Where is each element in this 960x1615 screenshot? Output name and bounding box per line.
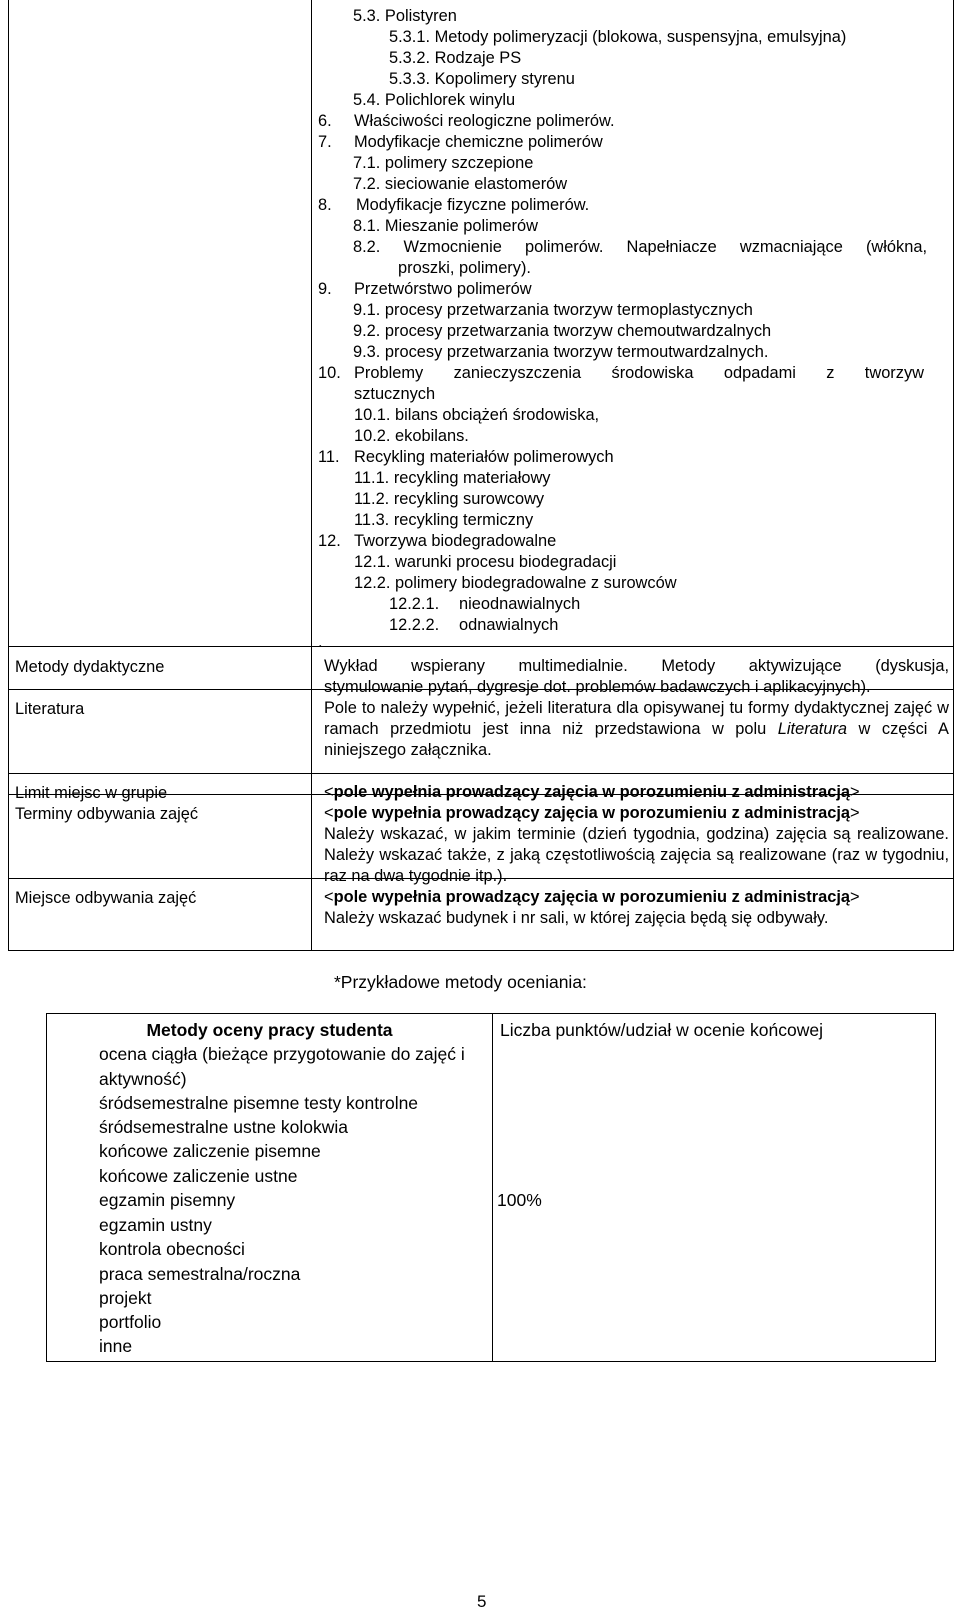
- outline-item: 8. Modyfikacje fizyczne polimerów.: [318, 196, 590, 214]
- terminy-content: <pole wypełnia prowadzący zajęcia w porozumieniu z administracją> Należy wskazać, w jakim terminie (dzień tygodnia, godzina) zajęcia są realizowane. Należy wskazać także, z jaką częstotliwością zajęcia są realizowane (raz w tygodniu, raz na dwa tygodnie itp.).: [324, 804, 949, 885]
- admin-placeholder: pole wypełnia prowadzący zajęcia w porozumieniu z administracją: [333, 783, 851, 801]
- table-row: śródsemestralne ustne kolokwia: [99, 1117, 349, 1137]
- outline-item: proszki, polimery).: [398, 259, 531, 277]
- outline-item: 9.2. procesy przetwarzania tworzyw chemoutwardzalnych: [353, 322, 772, 340]
- page-number: 5: [477, 1592, 487, 1611]
- limit-content: <pole wypełnia prowadzący zajęcia w porozumieniu z administracją>: [324, 783, 860, 801]
- outline-item: 9.3. procesy przetwarzania tworzyw termoutwardzalnych.: [353, 343, 769, 361]
- row-label-limit: Limit miejsc w grupie: [15, 784, 168, 802]
- literatura-italic: Literatura: [777, 720, 848, 738]
- table-row: śródsemestralne pisemne testy kontrolne: [99, 1093, 419, 1113]
- column-divider: [492, 1014, 493, 1361]
- outline-item: 12. Tworzywa biodegradowalne: [318, 532, 557, 550]
- table-cell-value: 100%: [497, 1190, 542, 1210]
- outline-item: 6. Właściwości reologiczne polimerów.: [318, 112, 615, 130]
- outline-item: 12.2.2. odnawialnych: [389, 616, 559, 634]
- table-row: inne: [99, 1336, 133, 1356]
- outline-item: 7.2. sieciowanie elastomerów: [353, 175, 568, 193]
- assessment-heading: *Przykładowe metody oceniania:: [334, 972, 587, 992]
- terminy-text: Należy wskazać, w jakim terminie (dzień tygodnia, godzina) zajęcia są realizowane. Należy wskazać także, z jaką częstotliwością zajęcia są realizowane (raz w tygodniu, raz na dwa tygodnie itp.).: [324, 825, 949, 885]
- outline-item: 7.1. polimery szczepione: [353, 154, 534, 172]
- outline-item: 5.3. Polistyren: [353, 7, 457, 25]
- row-divider: [9, 646, 953, 647]
- row-label-literatura: Literatura: [15, 700, 85, 718]
- outline-item: 7. Modyfikacje chemiczne polimerów: [318, 133, 603, 151]
- outline-item: 8.2. Wzmocnienie polimerów. Napełniacze wzmacniające (włókna,: [353, 238, 927, 256]
- outline-item: 9. Przetwórstwo polimerów: [318, 280, 532, 298]
- miejsce-content: <pole wypełnia prowadzący zajęcia w porozumieniu z administracją> Należy wskazać budynek i nr sali, w której zajęcia będą się odbywały.: [324, 887, 949, 929]
- column-divider: [311, 0, 312, 950]
- table-row: praca semestralna/roczna: [99, 1264, 301, 1284]
- outline-item: 12.2.1. nieodnawialnych: [389, 595, 581, 613]
- table-row: końcowe zaliczenie ustne: [99, 1166, 298, 1186]
- metody-text-line: stymulowanie pytań, dygresje dot. problemów badawczych i aplikacyjnych).: [324, 678, 871, 696]
- literatura-content: [324, 698, 949, 761]
- row-label-metody: Metody dydaktyczne: [15, 658, 165, 676]
- outline-item: sztucznych: [354, 385, 436, 403]
- outline-item: 11.3. recykling termiczny: [354, 511, 534, 529]
- metody-text-line: Wykład wspierany multimedialnie. Metody aktywizujące (dyskusja,: [324, 657, 949, 675]
- outline-item: 9.1. procesy przetwarzania tworzyw termoplastycznych: [353, 301, 753, 319]
- table-row: egzamin pisemny: [99, 1190, 236, 1210]
- assessment-col-header-method: Metody oceny pracy studenta: [146, 1020, 393, 1040]
- outline-item: 10.2. ekobilans.: [354, 427, 469, 445]
- assessment-col-header-points: Liczba punktów/udział w ocenie końcowej: [500, 1020, 823, 1040]
- outline-item: 11.1. recykling materiałowy: [354, 469, 551, 487]
- miejsce-text: Należy wskazać budynek i nr sali, w której zajęcia będą się odbywały.: [324, 909, 829, 927]
- assessment-table: [46, 1013, 936, 1362]
- outline-item: 10.1. bilans obciążeń środowiska,: [354, 406, 600, 424]
- outline-item: 5.4. Polichlorek winylu: [353, 91, 516, 109]
- literatura-text: Pole to należy wypełnić, jeżeli literatura dla opisywanej tu formy dydaktycznej zajęć w ramach przedmiotu jest inna niż przedstawiona w polu: [324, 699, 949, 738]
- table-row: końcowe zaliczenie pisemne: [99, 1141, 321, 1161]
- row-label-miejsce: Miejsce odbywania zajęć: [15, 889, 197, 907]
- table-row: egzamin ustny: [99, 1215, 212, 1235]
- admin-placeholder: pole wypełnia prowadzący zajęcia w porozumieniu z administracją: [333, 888, 851, 906]
- table-row: projekt: [99, 1288, 152, 1308]
- outline-item: 12.2. polimery biodegradowalne z surowców: [354, 574, 677, 592]
- metody-content: [324, 656, 949, 698]
- outline-item: 5.3.1. Metody polimeryzacji (blokowa, suspensyjna, emulsyjna): [389, 28, 847, 46]
- admin-placeholder: pole wypełnia prowadzący zajęcia w porozumieniu z administracją: [333, 804, 851, 822]
- outline-item: 12.1. warunki procesu biodegradacji: [354, 553, 617, 571]
- table-row: portfolio: [99, 1312, 162, 1332]
- outline-item: 11.2. recykling surowcowy: [354, 490, 545, 508]
- outline-item: 8.1. Mieszanie polimerów: [353, 217, 538, 235]
- outline-item: 10. Problemy zanieczyszczenia środowiska odpadami z tworzyw: [318, 364, 924, 382]
- outline-item: 5.3.2. Rodzaje PS: [389, 49, 522, 67]
- outline-item: 5.3.3. Kopolimery styrenu: [389, 70, 575, 88]
- table-row: ocena ciągła (bieżące przygotowanie do zajęć i aktywność): [99, 1044, 465, 1089]
- outline-item: 11. Recykling materiałów polimerowych: [318, 448, 614, 466]
- row-label-terminy: Terminy odbywania zajęć: [15, 805, 199, 823]
- outline-item: .: [318, 633, 323, 651]
- row-divider: [9, 773, 953, 774]
- syllabus-table: [8, 0, 954, 951]
- table-row: kontrola obecności: [99, 1239, 245, 1259]
- literatura-text: w części A niniejszego załącznika.: [324, 720, 949, 759]
